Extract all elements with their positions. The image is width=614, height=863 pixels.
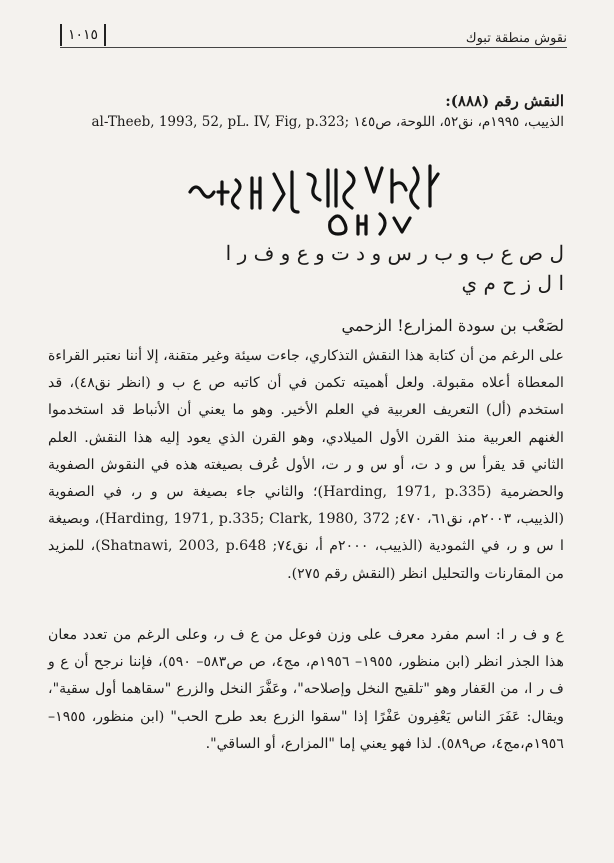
commentary-paragraph-2 [48,622,564,758]
inscription-reference: الذييب، ١٩٩٥م، نق٥٢، اللوحة، ص١٤٥ ;al-Theeb, 1993, 52, pL. IV, Fig, p.323 [91,114,564,130]
transliteration [48,238,564,298]
running-header [60,20,567,46]
paragraph-text: ع و ف ر ا: اسم مفرد معرف على وزن فوعل من ع ف ر، وعلى الرغم من تعدد معان هذا الجذر انظر (ابن منظور، ١٩٥٥– ١٩٥٦م، مج٤، ص ص٥٨٣– ٥٩٠)، فإننا نرجح أن ع و ف ر ا، من العَفار وهو "تلقيح النخل وإصلاحه"، وعَفَّرَ النخل والزرع "سقاهما أول سقية"، ويقال: عَفَرَ الناس يَعْفِرون عَفْرًا إذا "سقوا الزرع بعد طرح الحب" (ابن منظور، ١٩٥٥– ١٩٥٦م،مج٤، ص٥٨٩). لذا فهو يعني إما "المزارع، أو الساقي". [48,627,564,752]
header-divider [60,47,567,48]
paragraph-text: على الرغم من أن كتابة هذا النقش التذكاري، جاءت سيئة وغير متقنة، إلا أننا نعتبر القراءة المعطاة أعلاه مقبولة. ولعل أهميته تكمن في أن كاتبه ص ع ب و (انظر نق٤٨)، قد استخدم (أل) التعريف العربية في العلم الأخير. وهو ما يعني أن الأنباط قد استخدموا الغنهم العربية منذ القرن الأول الميلادي، وهو القرن الذي يعود إليه هذا النقش. العلم الثاني قد يقرأ س و د ت، أو س و ر ت، الأول عُرف بصيغته هذه في النقوش الصفوية والحضرمية (Harding, 1971, p.335)؛ والثاني جاء بصيغة س و ر، في الصفوية (الذييب، ٢٠٠٣م، نق٦١، ٤٧٠; Harding, 1971, p.335; Clark, 1980, 372)، وبصيغة ا س و ر، في الثمودية (الذييب، ٢٠٠٠م أ، نق٧٤; Shatnawi, 2003, p.648)، للمزيد من المقارنات والتحليل انظر (النقش رقم ٢٧٥). [48,348,564,582]
running-title: نقوش منطقة تبوك [465,31,567,46]
page-number-box [60,24,106,46]
transliteration-line-1: ل ص ع ب و ب ر س و د ت و ع و ف ر ا [225,241,564,265]
inscription-title: النقش رقم (٨٨٨): [445,92,564,110]
header-bar-right [104,24,106,46]
transliteration-line-2: ا ل ز ح م ي [461,271,564,295]
reading-line: لصَعْب بن سودة المزارع! الزحمي [341,316,564,335]
commentary-paragraph-1 [48,343,564,588]
inscription-drawing [180,162,460,240]
header-bar-left [60,24,62,46]
page-number: ١٠١٥ [68,27,99,43]
